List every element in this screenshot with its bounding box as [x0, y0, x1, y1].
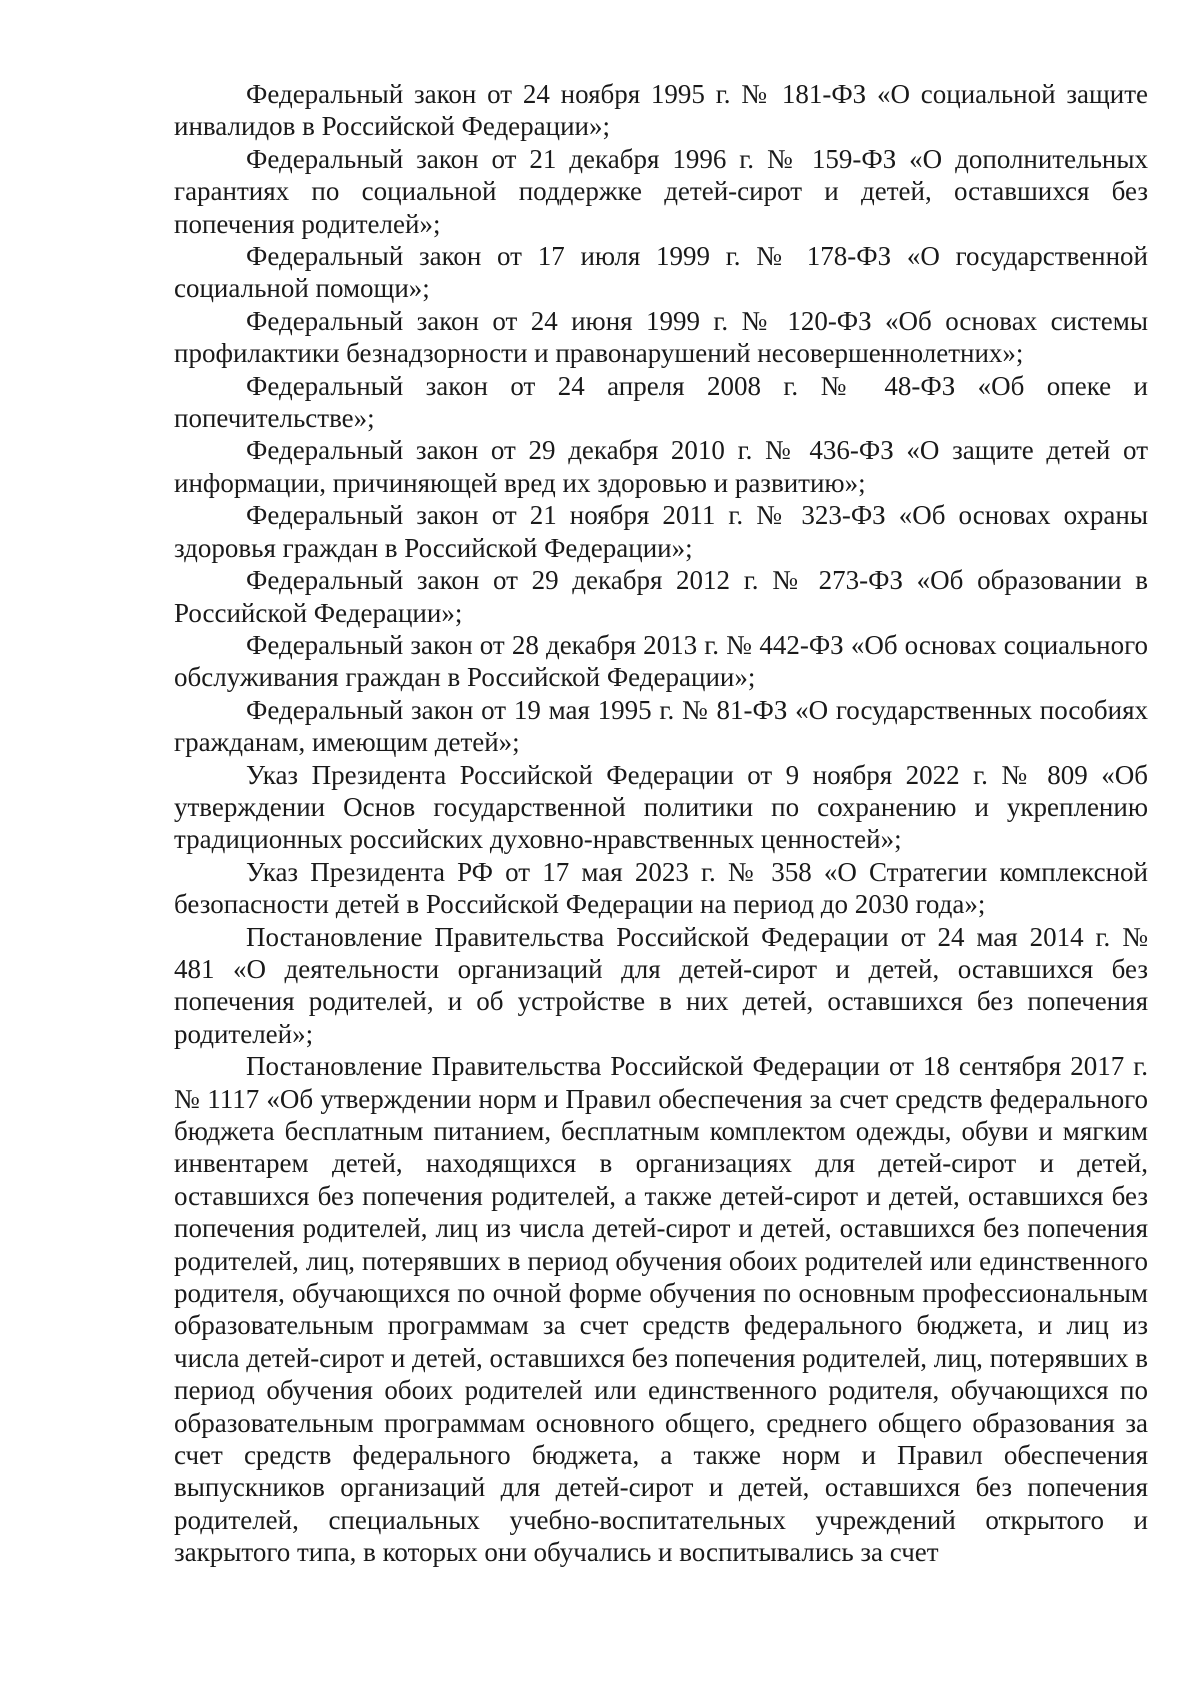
- paragraph-law-273: Федеральный закон от 29 декабря 2012 г. № 273-ФЗ «Об образовании в Российской Федерации»;: [174, 565, 1148, 628]
- paragraph-law-181: Федеральный закон от 24 ноября 1995 г. № 181-ФЗ «О социальной защите инвалидов в Российской Федерации»;: [174, 79, 1148, 142]
- paragraph-law-48: Федеральный закон от 24 апреля 2008 г. № 48-ФЗ «Об опеке и попечительстве»;: [174, 370, 1148, 434]
- paragraph-law-159: Федеральный закон от 21 декабря 1996 г. № 159-ФЗ «О дополнительных гарантиях по социальной поддержке детей-сирот и детей, оставшихся без попечения родителей»;: [174, 143, 1148, 239]
- paragraph-decree-358: Указ Президента РФ от 17 мая 2023 г. № 358 «О Стратегии комплексной безопасности детей в Российской Федерации на период до 2030 года»;: [174, 856, 1148, 920]
- paragraph-law-120: Федеральный закон от 24 июня 1999 г. № 120-ФЗ «Об основах системы профилактики безнадзорности и правонарушений несовершеннолетних»;: [174, 305, 1148, 369]
- paragraph-law-81: Федеральный закон от 19 мая 1995 г. № 81-ФЗ «О государственных пособиях гражданам, имеющим детей»;: [174, 694, 1148, 758]
- paragraph-resolution-481: Постановление Правительства Российской Федерации от 24 мая 2014 г. № 481 «О деятельности организаций для детей-сирот и детей, оставшихся без попечения родителей, и об устройстве в них детей, оставшихся без попечения родителей»;: [174, 921, 1148, 1049]
- paragraph-law-442: Федеральный закон от 28 декабря 2013 г. № 442-ФЗ «Об основах социального обслуживания граждан в Российской Федерации»;: [174, 629, 1148, 693]
- paragraph-law-436: Федеральный закон от 29 декабря 2010 г. № 436-ФЗ «О защите детей от информации, причиняющей вред их здоровью и развитию»;: [174, 435, 1148, 498]
- document-body: [174, 78, 1148, 1569]
- paragraph-law-178: Федеральный закон от 17 июля 1999 г. № 178-ФЗ «О государственной социальной помощи»;: [174, 241, 1148, 304]
- paragraph-resolution-1117: Постановление Правительства Российской Федерации от 18 сентября 2017 г. № 1117 «Об утверждении норм и Правил обеспечения за счет средств федерального бюджета бесплатным питанием, бесплатным комплектом одежды, обуви и мягким инвентарем детей, находящихся в организациях для детей-сирот и детей, оставшихся без попечения родителей, а также детей-сирот и детей, оставшихся без попечения родителей, лиц из числа детей-сирот и детей, оставшихся без попечения родителей, лиц, потерявших в период обучения обоих родителей или единственного родителя, обучающихся по очной форме обучения по основным профессиональным образовательным программам за счет средств федерального бюджета, и лиц из числа детей-сирот и детей, оставшихся без попечения родителей, лиц, потерявших в период обучения обоих родителей или единственного родителя, обучающихся по образовательным программам основного общего, среднего общего образования за счет средств федерального бюджета, а также норм и Правил обеспечения выпускников организаций для детей-сирот и детей, оставшихся без попечения родителей, специальных учебно-воспитательных учреждений открытого и закрытого типа, в которых они обучались и воспитывались за счет: [174, 1051, 1148, 1568]
- paragraph-law-323: Федеральный закон от 21 ноября 2011 г. № 323-ФЗ «Об основах охраны здоровья граждан в Российской Федерации»;: [174, 500, 1148, 563]
- paragraph-decree-809: Указ Президента Российской Федерации от 9 ноября 2022 г. № 809 «Об утверждении Основ государственной политики по сохранению и укреплению традиционных российских духовно-нравственных ценностей»;: [174, 759, 1148, 855]
